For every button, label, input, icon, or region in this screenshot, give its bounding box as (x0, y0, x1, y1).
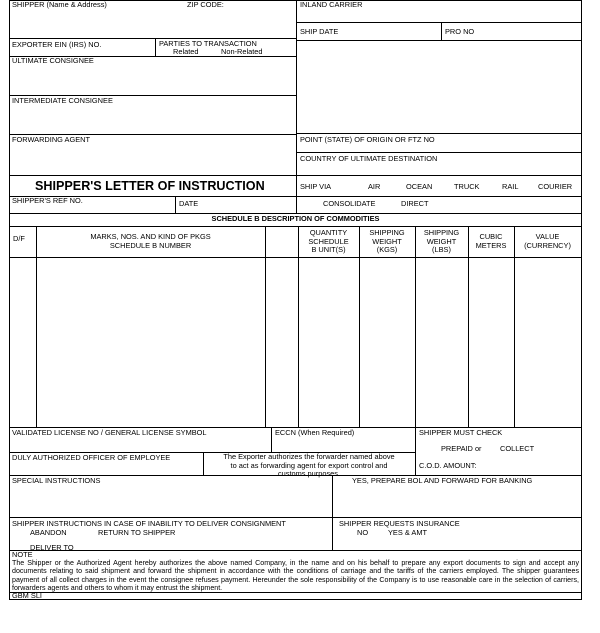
line-ship-date-pro (441, 22, 442, 40)
inability-label: SHIPPER INSTRUCTIONS IN CASE OF INABILITY TO DELIVER CONSIGNMENT (12, 519, 286, 528)
validated-license-label: VALIDATED LICENSE NO / GENERAL LICENSE SYMBOL (12, 428, 207, 437)
col-header-kgs-line2: WEIGHT (372, 236, 402, 246)
shipper-must-check-label: SHIPPER MUST CHECK (419, 428, 503, 437)
shippers-ref-label: SHIPPER'S REF NO. (12, 196, 83, 205)
insurance-label: SHIPPER REQUESTS INSURANCE (339, 519, 460, 528)
footer-code: GBM SLI (12, 591, 42, 600)
col-header-lbs-line2: WEIGHT (426, 236, 457, 246)
col-header-cubic (468, 233, 514, 250)
ship-via-air[interactable]: AIR (368, 182, 381, 191)
shipper-label: SHIPPER (Name & Address) (12, 0, 107, 9)
line-eccn-check (415, 427, 416, 475)
line-above-inability (9, 517, 582, 518)
col-header-quantity-line1: QUANTITY (309, 228, 348, 237)
date-label: DATE (179, 199, 199, 208)
col-header-value-line2: (CURRENCY) (524, 240, 571, 250)
parties-related: Related (173, 47, 199, 56)
line-below-title (9, 196, 582, 197)
line-above-origin (296, 133, 582, 134)
line-below-country (296, 175, 582, 176)
col-header-lbs-line1: SHIPPING (423, 228, 460, 237)
line-above-note (9, 550, 582, 551)
col-divider-lbs (468, 226, 469, 427)
return-to-shipper-label[interactable]: RETURN TO SHIPPER (98, 528, 176, 537)
line-below-column-headers (9, 257, 582, 258)
ship-via-courier[interactable]: COURIER (538, 182, 573, 191)
note-label: NOTE (12, 550, 33, 559)
collect-label[interactable]: COLLECT (500, 444, 535, 453)
special-instructions-label: SPECIAL INSTRUCTIONS (12, 476, 101, 485)
exporter-authorizes-line1: The Exporter authorizes the forwarder named above (223, 452, 395, 461)
ship-via-label: SHIP VIA (300, 182, 332, 191)
col-header-weight-kgs (359, 229, 415, 255)
col-divider-cubic (514, 226, 515, 427)
ultimate-consignee-label: ULTIMATE CONSIGNEE (12, 56, 94, 65)
col-header-cubic-line1: CUBIC (479, 232, 503, 241)
intermediate-consignee-label: INTERMEDIATE CONSIGNEE (12, 96, 113, 105)
zip-code-label: ZIP CODE: (187, 0, 224, 9)
line-below-origin (296, 152, 582, 153)
col-header-lbs-line3: (LBS) (432, 245, 451, 255)
ship-via-ocean[interactable]: OCEAN (406, 182, 433, 191)
line-license-eccn (271, 427, 272, 452)
col-header-marks-line2: SCHEDULE B NUMBER (109, 240, 192, 250)
insurance-no[interactable]: NO (357, 528, 369, 537)
exporter-authorizes-line2: to act as forwarding agent for export control and (230, 460, 388, 470)
col-header-kgs-line3: (KGS) (376, 245, 398, 255)
col-header-marks (36, 233, 265, 250)
shippers-letter-of-instruction-form (9, 0, 582, 600)
note-text: The Shipper or the Authorized Agent hereby authorizes the above named Company, in the name and on his behalf to prepare any export documents to sign and accept any documents relating to said shipment and forward the shipment in accordance with the conditions of carriage and the tariffs of the carriers employed. The shipper guarantees payment of all collect charges in the event the consignee refuses payment. Hereunder the sole responsibility of the Company is to use reasonable care in the selection of carriers, forwarders agents and others to whom it may entrust the shipment. (12, 559, 579, 592)
col-header-quantity-line3: B UNIT(S) (311, 245, 346, 255)
col-header-cubic-line2: METERS (475, 240, 507, 250)
consolidate-label[interactable]: CONSOLIDATE (323, 199, 376, 208)
col-header-value (514, 233, 581, 250)
eccn-label: ECCN (When Required) (275, 428, 355, 437)
top-section-divider (296, 0, 297, 214)
col-header-marks-line1: MARKS, NOS. AND KIND OF PKGS (90, 232, 211, 241)
col-header-weight-lbs (415, 229, 468, 255)
col-header-quantity (298, 229, 359, 255)
ship-via-rail[interactable]: RAIL (502, 182, 519, 191)
ship-date-label: SHIP DATE (300, 27, 339, 36)
abandon-label[interactable]: ABANDON (30, 528, 67, 537)
exporter-authorization-text (203, 453, 415, 479)
col-header-quantity-line2: SCHEDULE (308, 236, 349, 246)
inland-carrier-label: INLAND CARRIER (300, 0, 363, 9)
outer-border-right (581, 0, 582, 600)
col-divider-df (36, 226, 37, 427)
forwarding-agent-label: FORWARDING AGENT (12, 135, 91, 144)
col-divider-blank (298, 226, 299, 427)
insurance-yes-amt[interactable]: YES & AMT (388, 528, 428, 537)
col-header-df: D/F (13, 234, 25, 243)
prepare-bol-label[interactable]: YES, PREPARE BOL AND FORWARD FOR BANKING (352, 476, 533, 485)
col-header-value-line1: VALUE (535, 232, 560, 241)
parties-label: PARTIES TO TRANSACTION (159, 39, 257, 48)
country-destination-label: COUNTRY OF ULTIMATE DESTINATION (300, 154, 438, 163)
schedule-b-heading: SCHEDULE B DESCRIPTION OF COMMODITIES (211, 214, 380, 223)
ship-via-truck[interactable]: TRUCK (454, 182, 480, 191)
form-title: SHIPPER'S LETTER OF INSTRUCTION (35, 179, 265, 193)
line-below-inland-carrier (296, 22, 582, 23)
deliver-to-label: DELIVER TO (30, 543, 74, 552)
exporter-ein-label: EXPORTER EIN (IRS) NO. (12, 40, 102, 49)
direct-label[interactable]: DIRECT (401, 199, 429, 208)
parties-non-related: Non-Related (221, 47, 263, 56)
line-ref-date (175, 196, 176, 214)
pro-no-label: PRO NO (445, 27, 475, 36)
col-header-kgs-line1: SHIPPING (369, 228, 405, 237)
line-below-schedule-heading (9, 226, 582, 227)
prepaid-label[interactable]: PREPAID or (441, 444, 482, 453)
exporter-authorizes-line3: customs purposes. (277, 469, 341, 479)
officer-label: DULY AUTHORIZED OFFICER OF EMPLOYEE (12, 453, 171, 462)
col-divider-quantity (359, 226, 360, 427)
col-divider-marks (265, 226, 266, 427)
point-of-origin-label: POINT (STATE) OF ORIGIN OR FTZ NO (300, 135, 435, 144)
line-exporter-parties (155, 38, 156, 56)
col-divider-kgs (415, 226, 416, 427)
outer-border-left (9, 0, 10, 600)
line-below-forwarding-agent (9, 175, 296, 176)
line-below-ship-date (296, 40, 582, 41)
cod-amount-label: C.O.D. AMOUNT: (419, 461, 477, 470)
line-special-bol (332, 475, 333, 550)
outer-border-bottom (9, 599, 582, 600)
